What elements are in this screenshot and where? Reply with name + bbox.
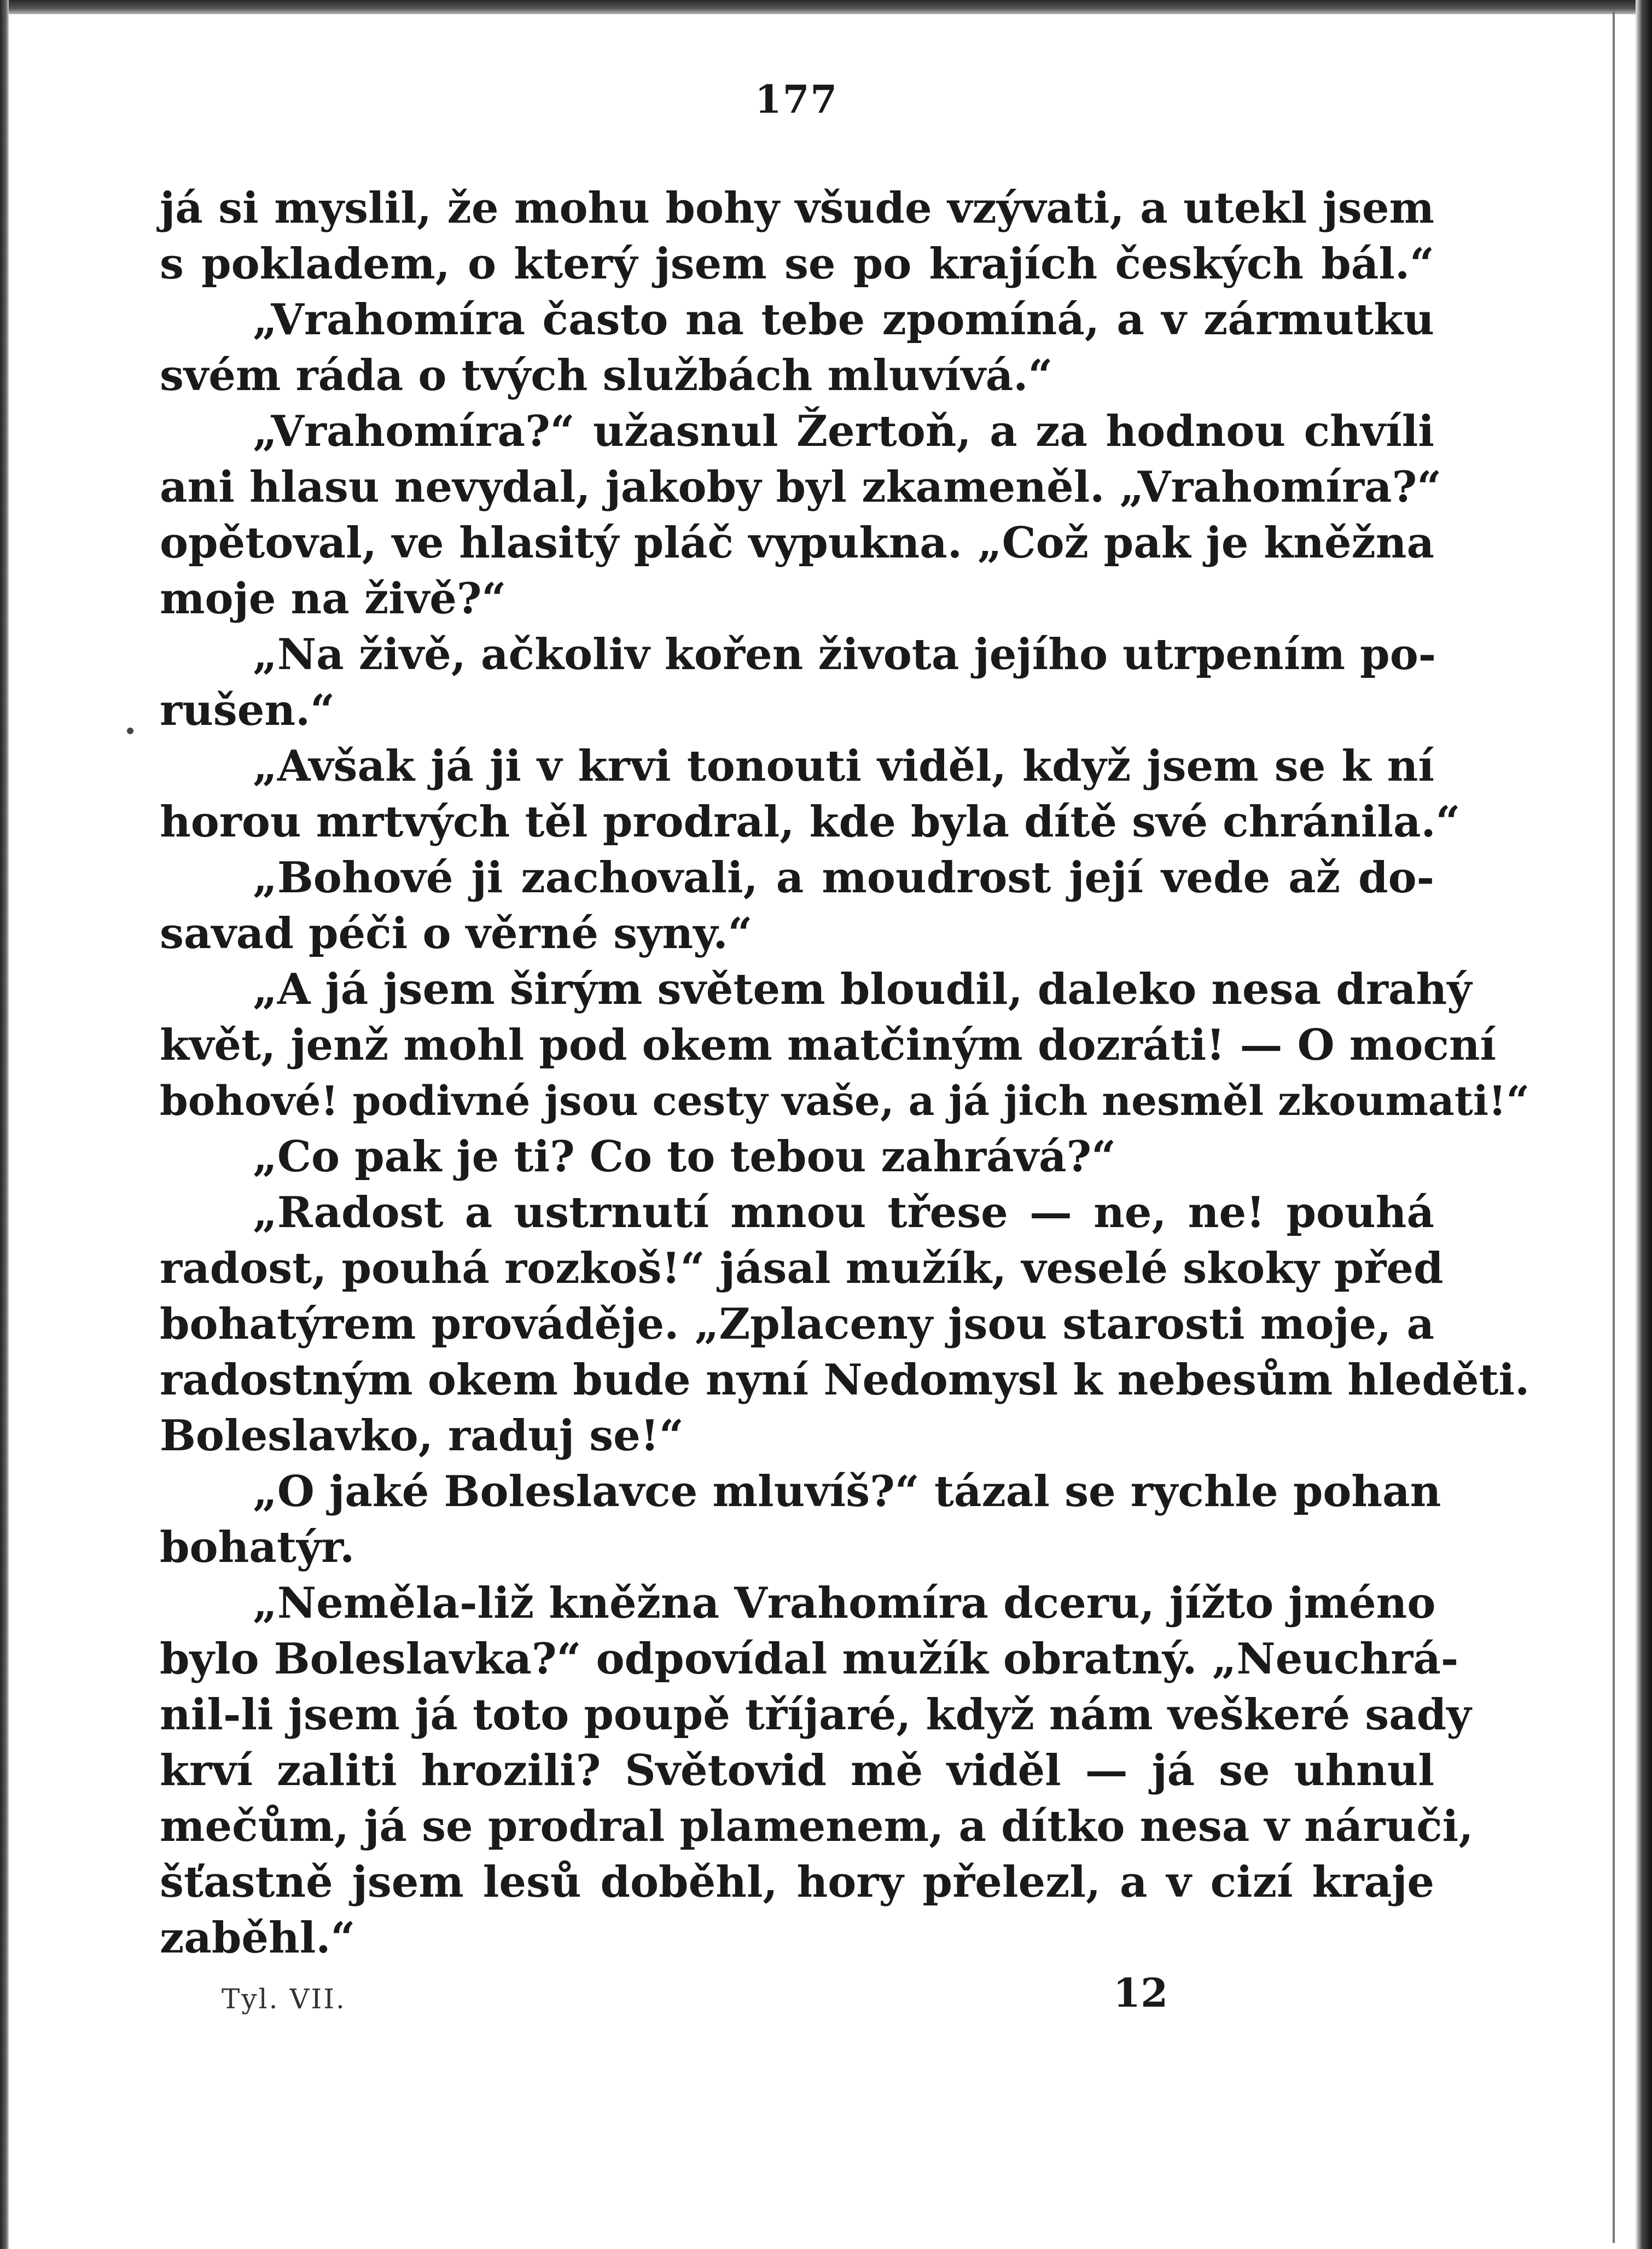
text-line: bylo Boleslavka?“ odpovídal mužík obratný. „Neuchrá- xyxy=(160,1634,1459,1684)
text-line: „Bohové ji zachovali, a moudrost její vede až do- xyxy=(253,853,1434,903)
text-line: bohatýr. xyxy=(160,1522,355,1572)
paper-speck xyxy=(127,728,133,734)
text-line: šťastně jsem lesů doběhl, hory přelezl, a v cizí kraje xyxy=(160,1857,1434,1907)
text-line: „Vrahomíra?“ užasnul Žertoň, a za hodnou chvíli xyxy=(253,406,1434,456)
text-line: květ, jenž mohl pod okem matčiným dozráti! — O mocní xyxy=(160,1020,1497,1070)
text-line: já si myslil, že mohu bohy všude vzývati, a utekl jsem xyxy=(160,183,1434,233)
page-text xyxy=(160,181,1530,1966)
text-line: s pokladem, o který jsem se po krajích českých bál.“ xyxy=(160,239,1434,289)
text-line: radost, pouhá rozkoš!“ jásal mužík, veselé skoky před xyxy=(160,1243,1444,1293)
text-line: mečům, já se prodral plamenem, a dítko nesa v náruči, xyxy=(160,1801,1474,1851)
text-line: opětoval, ve hlasitý pláč vypukna. „Což pak je kněžna xyxy=(160,518,1434,568)
text-line: „Neměla-liž kněžna Vrahomíra dceru, jížto jméno xyxy=(253,1578,1436,1628)
text-line: „A já jsem širým světem bloudil, daleko nesa drahý xyxy=(253,964,1472,1014)
scan-border-top xyxy=(0,0,1652,14)
text-line: „Vrahomíra často na tebe zpomíná, a v zármutku xyxy=(253,295,1434,345)
text-line: bohatýrem prováděje. „Zplaceny jsou starosti moje, a xyxy=(160,1299,1434,1349)
text-line: rušen.“ xyxy=(160,685,335,735)
text-line: bohové! podivné jsou cesty vaše, a já jich nesměl zkoumati!“ xyxy=(160,1078,1530,1125)
printer-signature: Tyl. VII. xyxy=(222,1983,346,2015)
text-line: zaběhl.“ xyxy=(160,1913,356,1963)
text-line: nil-li jsem já toto poupě tříjaré, když nám veškeré sady xyxy=(160,1690,1471,1740)
sheet-number: 12 xyxy=(1113,1969,1168,2016)
text-line: moje na živě?“ xyxy=(160,574,507,624)
text-line: „O jaké Boleslavce mluvíš?“ tázal se rychle pohan xyxy=(253,1467,1441,1516)
text-line: radostným okem bude nyní Nedomysl k nebesům hleděti. xyxy=(160,1355,1530,1405)
text-line: savad péči o věrné syny.“ xyxy=(160,909,753,958)
text-line: „Na živě, ačkoliv kořen života jejího utrpením po- xyxy=(253,630,1436,679)
text-line: „Co pak je ti? Co to tebou zahrává?“ xyxy=(253,1132,1116,1182)
text-line: „Avšak já ji v krvi tonouti viděl, když jsem se k ní xyxy=(253,741,1434,791)
text-line: svém ráda o tvých službách mluvívá.“ xyxy=(160,351,1053,400)
text-line: ani hlasu nevydal, jakoby byl zkameněl. „Vrahomíra?“ xyxy=(160,462,1442,512)
text-line: krví zaliti hrozili? Světovid mě viděl — já se uhnul xyxy=(160,1746,1434,1795)
text-line: horou mrtvých těl prodral, kde byla dítě své chránila.“ xyxy=(160,797,1461,847)
scan-border-right xyxy=(1636,0,1652,2249)
text-line: Boleslavko, raduj se!“ xyxy=(160,1411,684,1461)
page-number: 177 xyxy=(755,77,839,122)
text-line: „Radost a ustrnutí mnou třese — ne, ne! pouhá xyxy=(253,1188,1434,1237)
scan-border-left xyxy=(0,0,9,2249)
page-edge-shadow xyxy=(1613,11,1615,2243)
